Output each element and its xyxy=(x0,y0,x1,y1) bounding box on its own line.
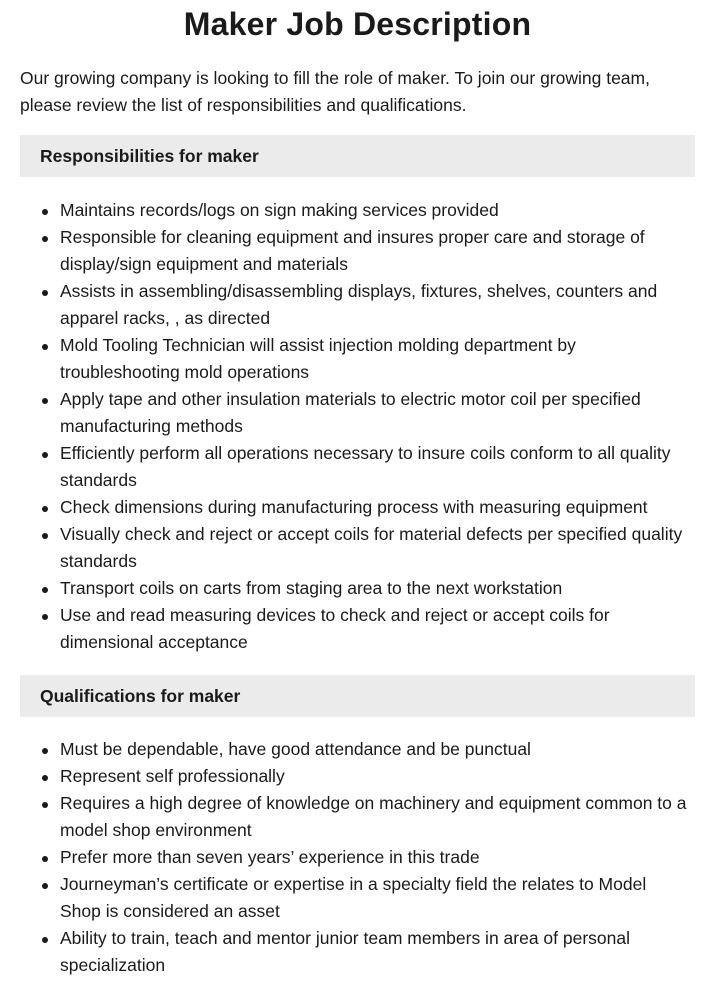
qualification-item: Journeyman’s certificate or expertise in a specialty field the relates to Model Shop is considered an asset xyxy=(20,871,695,925)
responsibility-item: Responsible for cleaning equipment and insures proper care and storage of display/sign equipment and materials xyxy=(20,224,695,278)
responsibility-item: Efficiently perform all operations necessary to insure coils conform to all quality standards xyxy=(20,440,695,494)
intro-paragraph: Our growing company is looking to fill the role of maker. To join our growing team, please review the list of responsibilities and qualifications. xyxy=(20,68,650,115)
responsibility-item: Check dimensions during manufacturing process with measuring equipment xyxy=(20,494,695,521)
qualification-item: Ability to train, teach and mentor junior team members in area of personal specialization xyxy=(20,925,695,979)
page-title: Maker Job Description xyxy=(183,6,532,42)
responsibilities-list xyxy=(20,197,695,656)
responsibility-item: Maintains records/logs on sign making services provided xyxy=(20,197,695,224)
responsibility-item: Mold Tooling Technician will assist injection molding department by troubleshooting mold operations xyxy=(20,332,695,386)
responsibility-item: Use and read measuring devices to check and reject or accept coils for dimensional acceptance xyxy=(20,602,695,656)
responsibility-item: Assists in assembling/disassembling displays, fixtures, shelves, counters and apparel racks, , as directed xyxy=(20,278,695,332)
qualification-item: Prefer more than seven years’ experience in this trade xyxy=(20,844,695,871)
qualification-item: Requires a high degree of knowledge on machinery and equipment common to a model shop environment xyxy=(20,790,695,844)
qualifications-heading: Qualifications for maker xyxy=(20,675,695,717)
responsibility-item: Apply tape and other insulation materials to electric motor coil per specified manufacturing methods xyxy=(20,386,695,440)
qualification-item: Must be dependable, have good attendance and be punctual xyxy=(20,736,695,763)
qualification-item: Represent self professionally xyxy=(20,763,695,790)
responsibility-item: Visually check and reject or accept coils for material defects per specified quality standards xyxy=(20,521,695,575)
qualifications-list xyxy=(20,736,695,979)
responsibilities-heading: Responsibilities for maker xyxy=(20,135,695,177)
responsibility-item: Transport coils on carts from staging area to the next workstation xyxy=(20,575,695,602)
